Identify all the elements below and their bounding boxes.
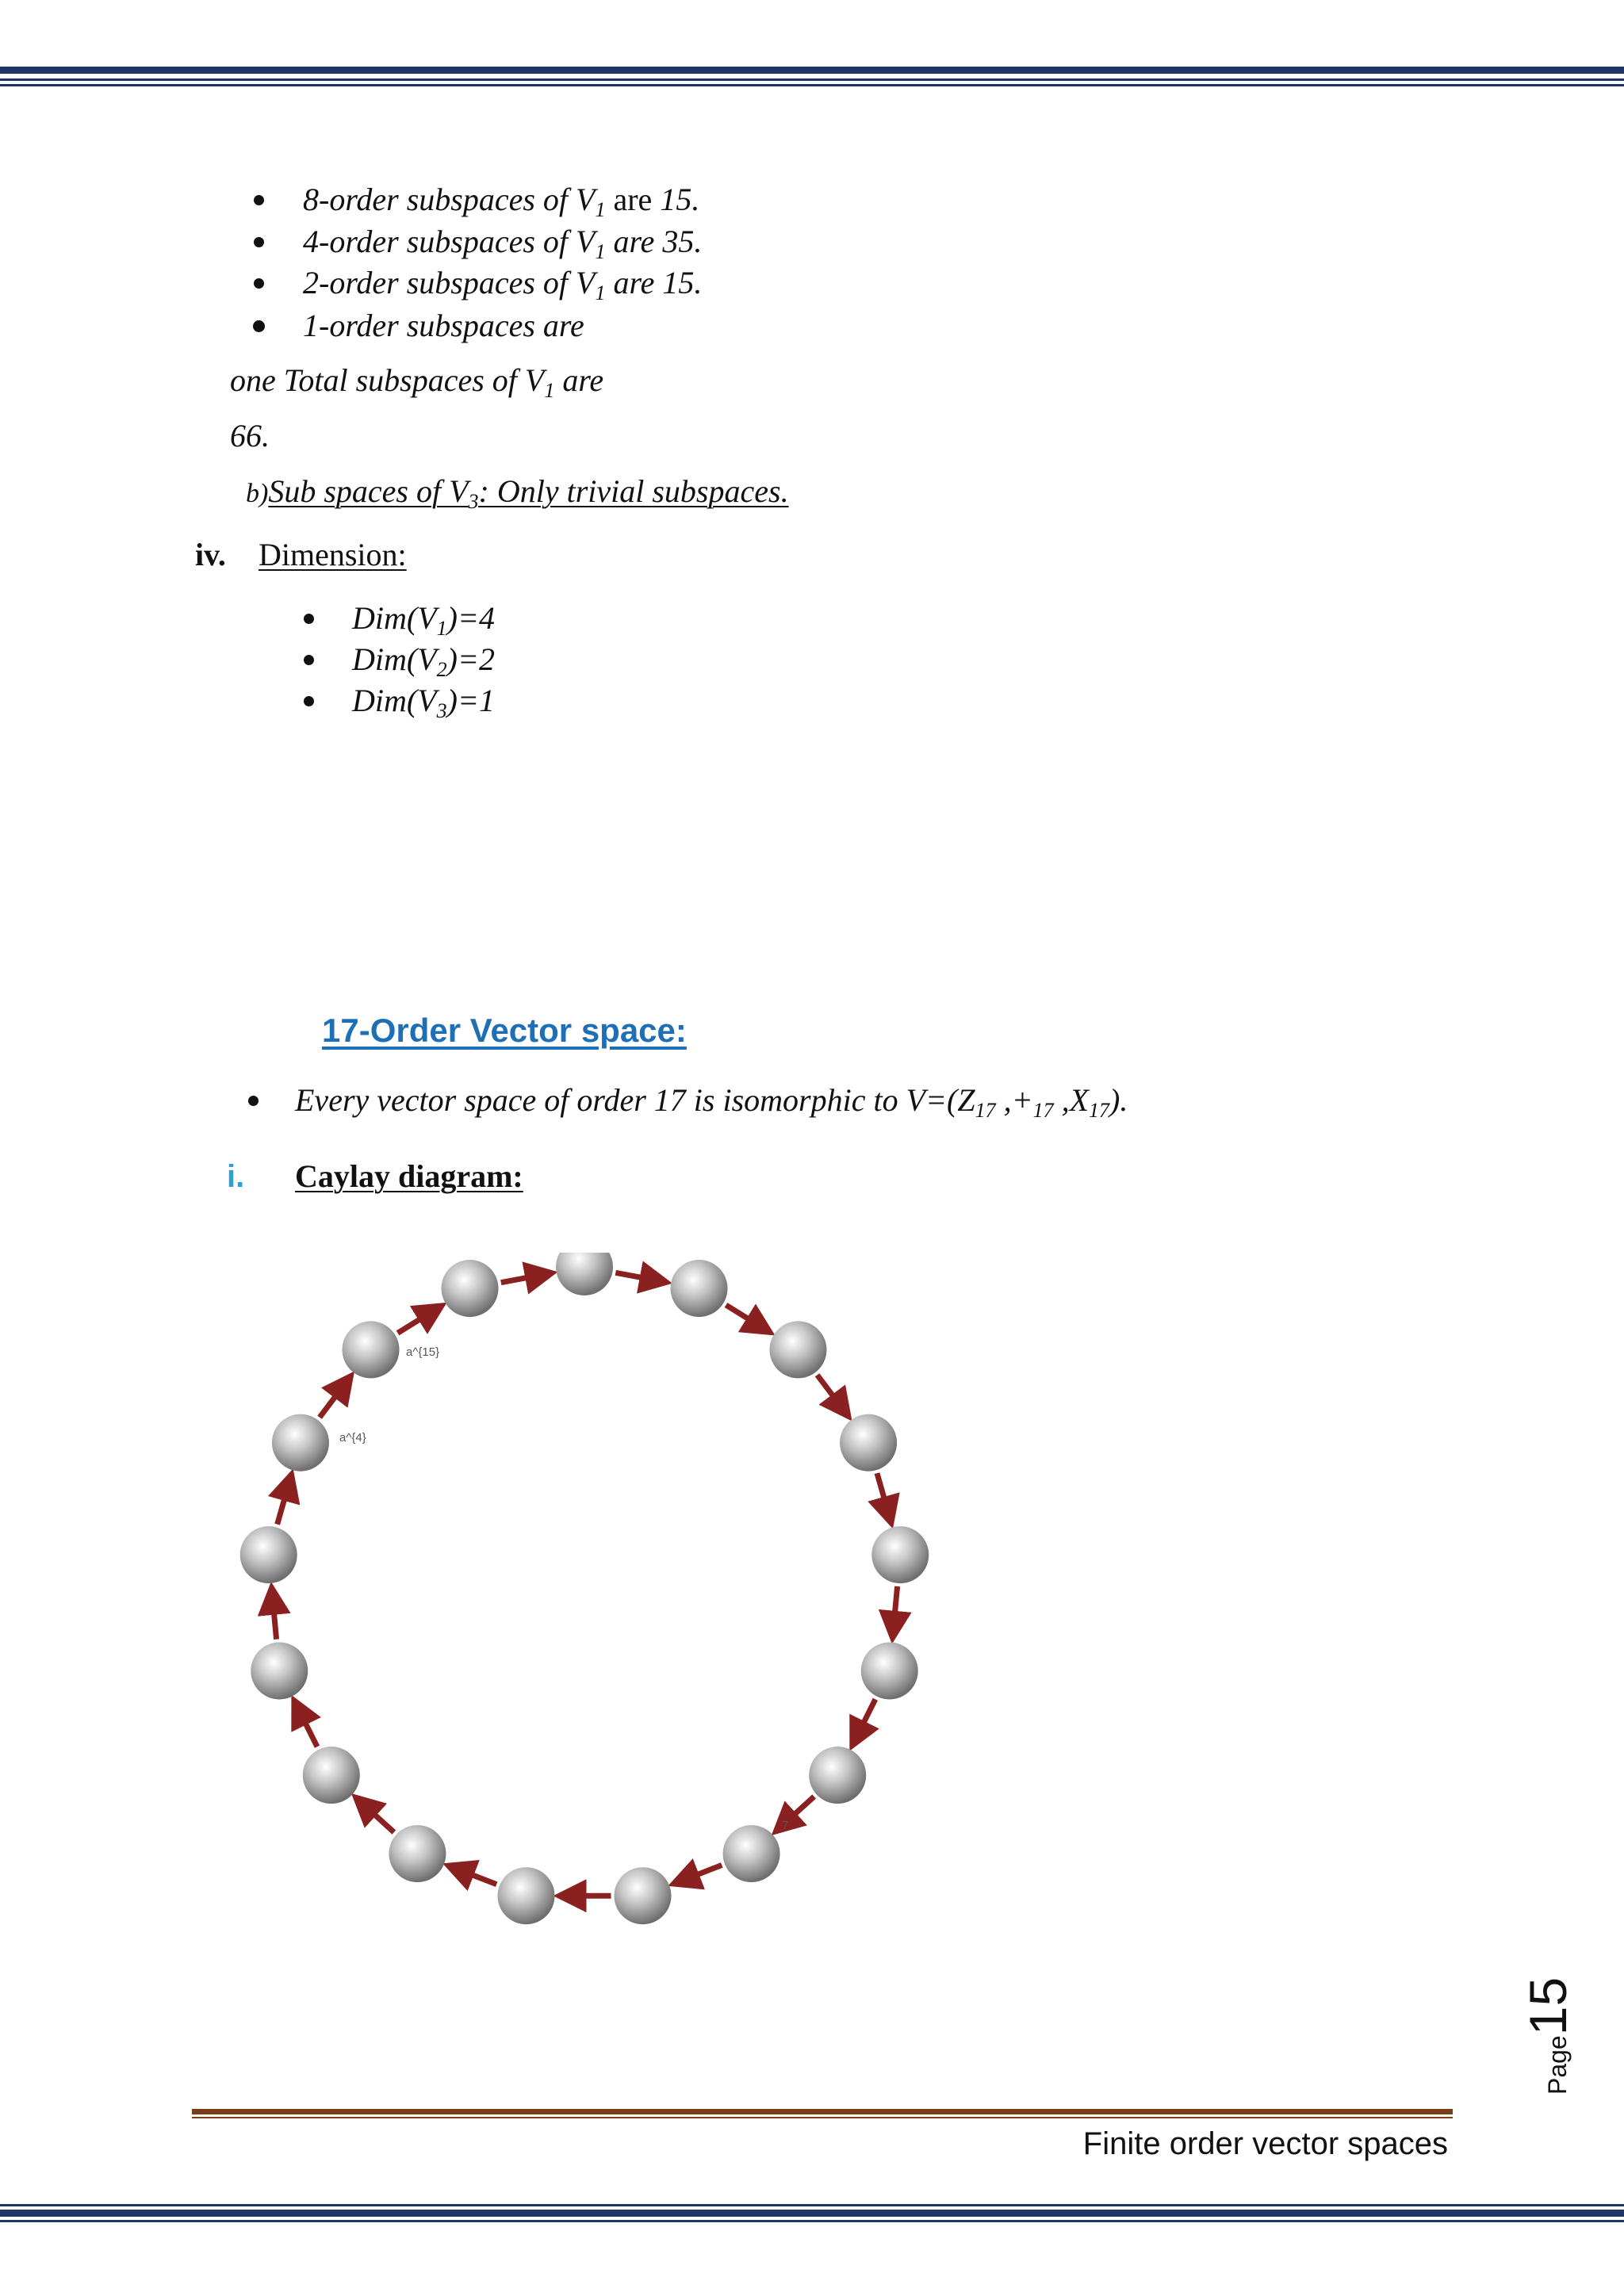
cayley-arrow <box>272 1593 276 1640</box>
total-subspaces-value: 66. <box>230 418 270 453</box>
cayley-node <box>240 1526 297 1583</box>
cayley-node <box>442 1260 499 1317</box>
header-rule-thick <box>0 67 1624 74</box>
footer-rule-brown-thin <box>192 2117 1453 2118</box>
page-number-block <box>1502 1960 1597 2103</box>
cayley-arrow <box>453 1867 496 1884</box>
cayley-node <box>303 1747 360 1804</box>
cayley-node <box>343 1321 400 1378</box>
bullet-dot <box>254 195 264 205</box>
cayley-arrow <box>893 1586 897 1633</box>
cayley-arrow <box>678 1866 722 1882</box>
v3-marker: b) <box>246 479 269 508</box>
dim-v1: $Dim(V_1)=4$ <box>352 600 495 640</box>
cayley-arrow <box>818 1375 846 1412</box>
cayley-node <box>670 1260 727 1317</box>
cayley-node <box>614 1867 671 1924</box>
cayley-label-a15: a^{15} <box>406 1345 440 1359</box>
footer-title: Finite order vector spaces <box>1082 2126 1448 2161</box>
cayley-node <box>769 1321 826 1378</box>
bullet-dot <box>304 614 314 624</box>
list-item-2-order: 2-order subspaces of $V_1$ are 15. <box>303 265 703 304</box>
v3-subspaces-line: b)Sub spaces of $V_3$: Only trivial subspaces. <box>246 473 789 513</box>
cayley-node <box>861 1642 918 1699</box>
dim-v3: $Dim(V_3)=1$ <box>352 683 495 722</box>
cayley-arrow <box>359 1800 394 1832</box>
cayley-node <box>251 1642 308 1699</box>
dim-v2: $Dim(V_2)=2$ <box>352 641 495 681</box>
cayley-node <box>389 1825 446 1882</box>
header-rule-thin <box>0 78 1624 81</box>
dimension-marker: iv. <box>195 537 226 572</box>
bullet-dot <box>254 278 264 289</box>
dimension-heading: Dimension: <box>259 537 407 572</box>
list-item-1-order: 1-order subspaces are <box>303 308 584 343</box>
cayley-node <box>723 1825 780 1882</box>
cayley-arrow <box>501 1274 547 1283</box>
cayley-arrow <box>855 1699 875 1741</box>
cayley-label-7: 7 <box>782 1819 789 1832</box>
cayley-marker: i. <box>227 1159 245 1194</box>
section-heading-17-order: 17-Order Vector space: <box>322 1012 687 1049</box>
list-item-8-order: 8-order subspaces of $V_1$ are 15. <box>303 182 700 221</box>
footer-rule-brown <box>192 2109 1453 2114</box>
bottom-rule-thin-2 <box>0 2220 1624 2222</box>
cayley-arrow <box>615 1272 661 1281</box>
cayley-node <box>272 1414 329 1471</box>
cayley-arrow <box>297 1705 317 1747</box>
bottom-rule-thick <box>0 2210 1624 2217</box>
cayley-node <box>809 1747 866 1804</box>
cayley-arrow <box>320 1380 348 1418</box>
cayley-node <box>871 1526 929 1583</box>
page-number: 15 <box>1519 1976 1577 2036</box>
bottom-rule-thin <box>0 2204 1624 2206</box>
cayley-arrow <box>398 1308 438 1333</box>
total-subspaces-line: one Total subspaces of $V_1$ are <box>230 362 604 402</box>
bullet-dot <box>304 696 314 706</box>
header-rule-thin-2 <box>0 84 1624 86</box>
cayley-node <box>498 1867 555 1924</box>
cayley-arrow <box>278 1479 290 1525</box>
cayley-arrow <box>877 1473 890 1518</box>
bullet-dot <box>304 655 314 665</box>
cayley-node <box>840 1414 897 1471</box>
cayley-arrow <box>726 1305 766 1330</box>
page-word: Page <box>1543 2035 1572 2095</box>
bullet-dot <box>248 1096 259 1106</box>
cayley-diagram <box>238 1253 952 1950</box>
isomorphic-statement: Every vector space of order 17 is isomorphic to $V=(Z_{17}$ $,+_{17}$ $,X_{17}$). <box>295 1082 1128 1122</box>
bullet-dot <box>253 320 265 332</box>
cayley-heading: Caylay diagram: <box>295 1158 523 1194</box>
bullet-dot <box>254 237 264 247</box>
list-item-4-order: 4-order subspaces of $V_1$ are 35. <box>303 224 703 263</box>
cayley-node <box>556 1253 613 1295</box>
cayley-label-a4: a^{4} <box>339 1431 366 1445</box>
